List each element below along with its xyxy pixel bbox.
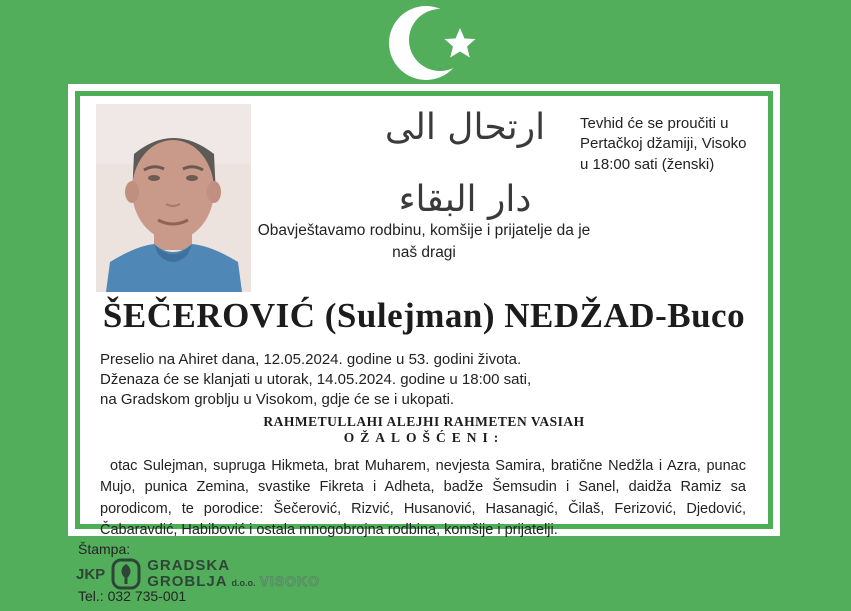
- tevhid-line: Tevhid će se proučiti u: [580, 115, 729, 132]
- arabic-calligraphy: ارتحال الى دار البقاء: [384, 107, 546, 220]
- deceased-portrait-photo: [96, 104, 251, 292]
- details-line: Dženaza će se klanjati u utorak, 14.05.2024. godine u 18:00 sati,: [100, 370, 532, 388]
- tevhid-line: u 18:00 sati (ženski): [580, 155, 715, 173]
- logo-company-name: [147, 558, 320, 590]
- deceased-name-headline: ŠEČEROVIĆ (Sulejman) NEDŽAD-Buco: [102, 296, 746, 335]
- announcement-line: Obavještavamo rodbinu, komšije i prijatelje da je: [257, 222, 591, 239]
- print-label: Štampa:: [78, 541, 131, 557]
- logo-name-line1: GRADSKA: [147, 557, 231, 575]
- logo-jkp-text: JKP: [76, 565, 106, 583]
- mourners-label: OŽALOŠĆENI:: [343, 430, 505, 445]
- details-line: na Gradskom groblju u Visokom, gdje će se i ukopati.: [100, 390, 455, 408]
- announcement-text: [80, 220, 768, 263]
- family-list: otac Sulejman, supruga Hikmeta, brat Muharem, nevjesta Samira, bratične Nedžla i Azra, punac Mujo, punica Zemina, svastike Fikreta i Adheta, badže Šemsudin i Sanel, daidža Ramiz sa porodicom, te porodice: Šečerović, Rizvić, Husanović, Hasanagić, Čilaš, Ferizović, Djedović, Čabaravdić, Habibović i ostala mnogobrojna rodbina, komšije i prijatelji.: [100, 458, 746, 538]
- notice-card: [68, 84, 780, 536]
- announcement-line: naš dragi: [392, 243, 456, 261]
- logo-doo: d.o.o.: [231, 578, 256, 588]
- phone-number: Tel.: 032 735-001: [78, 588, 187, 604]
- tevhid-note: [580, 114, 780, 175]
- cemetery-logo-icon: [111, 558, 141, 590]
- logo-city: VISOKO: [259, 573, 320, 589]
- tevhid-line: Pertačkoj džamiji, Visoko: [580, 135, 747, 153]
- funeral-details: [100, 350, 740, 410]
- crescent-and-star-icon: [368, 2, 498, 84]
- logo-name-line2: GROBLJA: [147, 573, 228, 590]
- details-line: Preselio na Ahiret dana, 12.05.2024. godine u 53. godini života.: [100, 351, 522, 368]
- printer-logo: [76, 558, 320, 590]
- notice-card-frame: [75, 91, 773, 538]
- prayer-text: RAHMETULLAHI ALEJHI RAHMETEN VASIAH: [263, 414, 585, 429]
